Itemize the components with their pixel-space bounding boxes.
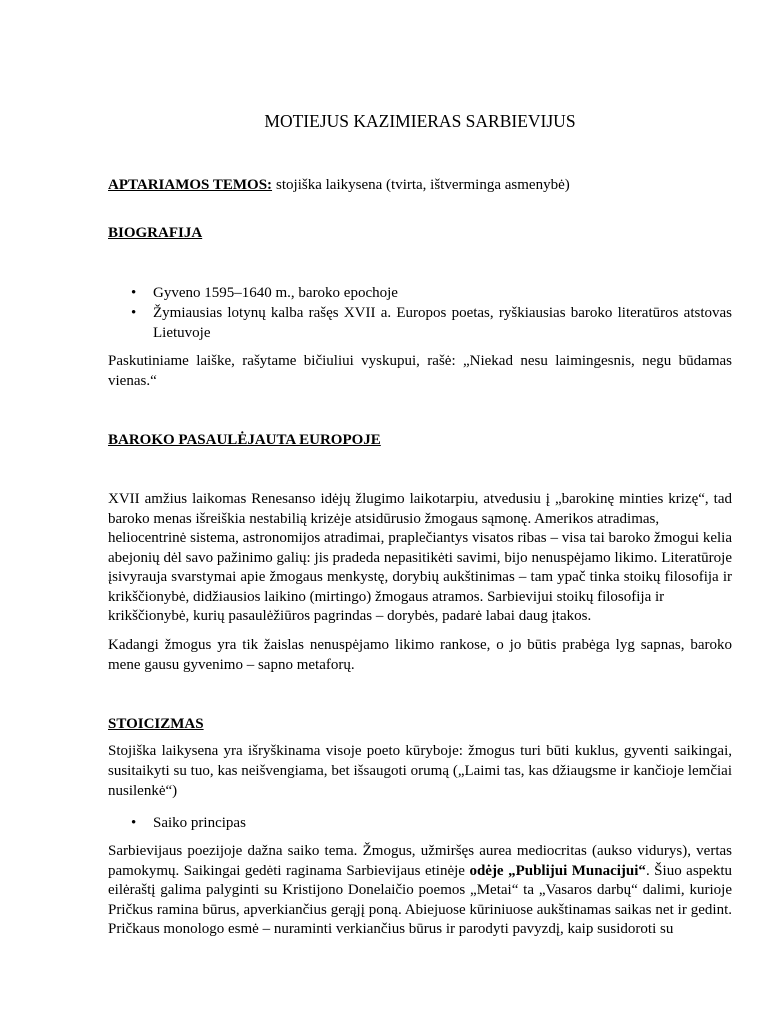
document-title-text: MOTIEJUS KAZIMIERAS SARBIEVIJUS [264, 111, 576, 131]
paragraph-line: abejonių dėl savo pažinimo galių: jis pradeda nepasitikėti savimi, bijo nenuspėjamo likimo. Literatūroje [108, 549, 732, 566]
section-heading-text: BIOGRAFIJA [108, 225, 203, 241]
section-heading-baroko [108, 430, 732, 450]
section-heading-text: STOICIZMAS [108, 716, 204, 732]
bullet-text-line: Gyveno 1595–1640 m., baroko epochoje [153, 285, 398, 301]
bullet-text-line: Lietuvoje [153, 325, 211, 341]
bullet-marker [131, 283, 136, 303]
paragraph-line: Pričkus ramina būrus, apverkiančius gerąjį poną. Abiejuose kūriniuose aukštinamas saikas net ir gedint. [108, 901, 732, 918]
section-heading-line [108, 223, 732, 243]
paragraph-line: Kadangi žmogus yra tik žaislas nenuspėjamo likimo rankose, o jo būtis prabėga lyg sapnas, baroko [108, 637, 732, 653]
paragraph-line: nusilenkė“) [108, 783, 178, 799]
section-heading-stoicizmas [108, 714, 732, 734]
section-heading-biografija [108, 223, 732, 243]
paragraph-line: baroko menas išreiškia nestabilią krizėje atsidūrusio žmogaus sąmonę. Amerikos atradimas, [108, 510, 660, 527]
stoicism-paragraph-2 [108, 842, 732, 940]
paragraph-line: mene gausu gyvenimo – sapno metaforų. [108, 657, 355, 673]
bullet-text-line: Saiko principas [153, 815, 246, 831]
bullet-item [108, 813, 732, 833]
bullet-marker [131, 303, 136, 323]
bullet-item [108, 283, 732, 303]
bullet-text [153, 813, 732, 833]
topics-line [108, 175, 732, 195]
paragraph-line: Stojiška laikysena yra išryškinama visoje poeto kūryboje: žmogus turi būti kuklus, gyventi saikingai, [108, 743, 732, 759]
section-heading-text: BAROKO PASAULĖJAUTA EUROPOJE [108, 432, 381, 448]
paragraph-line: Pričkaus monologo esmė – nuraminti verkiančius būrus ir parodyti pavyzdį, kaip susidoroti su [108, 921, 674, 937]
topics-line-text [108, 175, 732, 195]
stoicism-bullet-list [108, 813, 732, 833]
baroque-paragraph-1 [108, 490, 732, 627]
bold-emphasis: odėje „Publijui Munacijui“ [469, 862, 646, 879]
bullet-marker [131, 813, 136, 833]
topics-label: APTARIAMOS TEMOS: [108, 177, 273, 193]
biography-bullet-list [108, 283, 732, 343]
paragraph-line: Sarbievijaus poezijoje dažna saiko tema. Žmogus, užmiršęs aurea mediocritas (aukso vidurys), vertas [108, 843, 732, 859]
paragraph-line: krikščionybė, didžiausios laikino (mirtingo) žmogaus atramos. Sarbievijui stoikų filosofija ir [108, 588, 665, 605]
bullet-text [153, 303, 732, 343]
section-heading-line [108, 430, 732, 450]
biography-quote-paragraph [108, 351, 732, 391]
paragraph-line: eilėraštį galima palyginti su Kristijono Donelaičio poemos „Metai“ ta „Vasaros darbų“ dalimi, kurioje [108, 882, 732, 898]
bullet-item [108, 303, 732, 343]
paragraph-line: krikščionybė, kurių pasaulėžiūros pagrindas – dorybės, padarė labai daug įtakos. [108, 608, 592, 624]
bullet-text-line: Žymiausias lotynų kalba rašęs XVII a. Europos poetas, ryškiausias baroko literatūros atstovas [153, 305, 732, 321]
section-heading-line [108, 714, 732, 734]
paragraph-text: pamokymų. Saikingai gedėti raginama Sarbievijaus etinėje [108, 862, 470, 879]
baroque-paragraph-2 [108, 635, 732, 675]
paragraph-line: XVII amžius laikomas Renesanso idėjų žlugimo laikotarpiu, atvedusiu į „barokinę minties krizę“, tad [108, 491, 732, 507]
stoicism-paragraph-1 [108, 741, 732, 801]
topics-text: stojiška laikysena (tvirta, ištverminga asmenybė) [276, 177, 570, 193]
paragraph-line: įsivyrauja svarstymai apie žmogaus menkystę, dorybių aukštinimas – tam ypač tinka stoikų filosofija ir [108, 569, 732, 585]
paragraph-line: heliocentrinė sistema, astronomijos atradimai, praplečiantys visatos ribas – visa tai baroko žmogui kelia [108, 530, 732, 546]
paragraph-line [108, 862, 732, 882]
paragraph-text: . Šiuo aspektu [645, 862, 732, 879]
document-title [108, 110, 732, 132]
paragraph-line: vienas.“ [108, 373, 157, 389]
bullet-text [153, 283, 732, 303]
paragraph-line: Paskutiniame laiške, rašytame bičiuliui vyskupui, rašė: „Niekad nesu laimingesnis, negu būdamas [108, 353, 732, 369]
paragraph-line: susitaikyti su tuo, kas neišvengiama, bet išsaugoti orumą („Laimi tas, kas džiaugsme ir kančioje lemčiai [108, 763, 732, 779]
